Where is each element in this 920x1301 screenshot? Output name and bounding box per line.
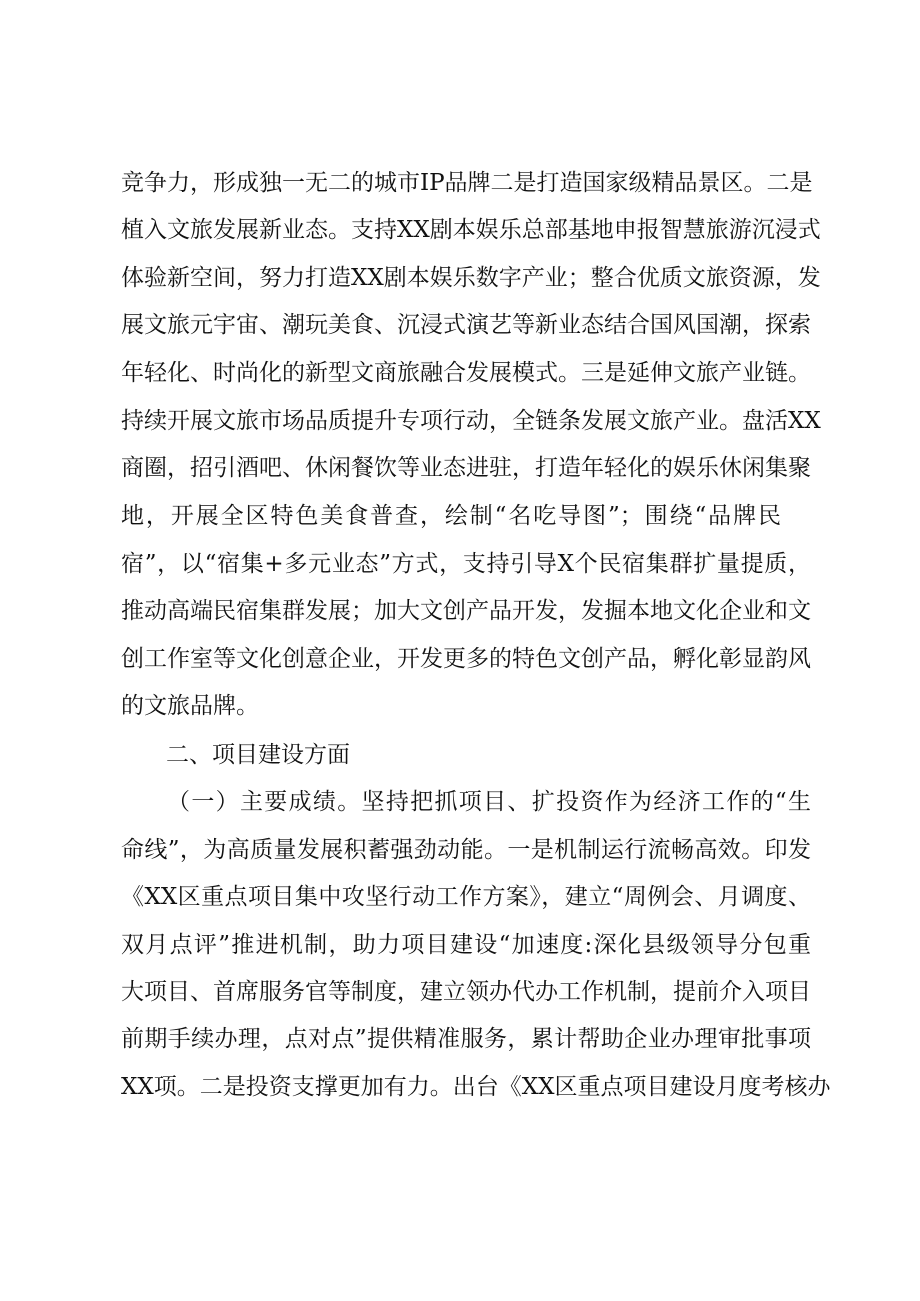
paragraph-line-9: 宿”，以“宿集+多元业态”方式，支持引导X个民宿集群扩量提质，: [121, 551, 811, 577]
section-line-4: 双月点评”推进机制，助力项目建设“加速度:深化县级领导分包重: [121, 932, 811, 958]
paragraph-line-8: 地，开展全区特色美食普查，绘制“名吃导图”；围绕“品牌民: [121, 503, 781, 529]
section-line-3: 《XX区重点项目集中攻坚行动工作方案》，建立“周例会、月调度、: [121, 884, 811, 910]
section-line-6: 前期手续办理，点对点”提供精准服务，累计帮助企业办理审批事项: [121, 1026, 811, 1052]
paragraph-line-12: 的文旅品牌。: [121, 693, 259, 719]
section-line-2: 命线”，为高质量发展积蓄强劲动能。一是机制运行流畅高效。印发: [121, 837, 811, 863]
paragraph-line-11: 创工作室等文化创意企业，开发更多的特色文创产品，孵化彰显韵风: [121, 646, 811, 672]
paragraph-line-6: 持续开展文旅市场品质提升专项行动，全链条发展文旅产业。盘活XX: [121, 408, 821, 434]
paragraph-line-7: 商圈，招引酒吧、休闲餐饮等业态进驻，打造年轻化的娱乐休闲集聚: [121, 455, 811, 481]
paragraph-line-10: 推动高端民宿集群发展；加大文创产品开发，发掘本地文化企业和文: [121, 598, 811, 624]
paragraph-line-2: 植入文旅发展新业态。支持XX剧本娱乐总部基地申报智慧旅游沉浸式: [121, 217, 821, 243]
section-line-5: 大项目、首席服务官等制度，建立领办代办工作机制，提前介入项目: [121, 979, 811, 1005]
section-line-7: XX项。二是投资支撑更加有力。出台《XX区重点项目建设月度考核办: [121, 1074, 831, 1100]
paragraph-line-1: 竞争力，形成独一无二的城市IP品牌二是打造国家级精品景区。二是: [121, 170, 813, 196]
paragraph-line-5: 年轻化、时尚化的新型文商旅融合发展模式。三是延伸文旅产业链。: [121, 360, 811, 386]
section-heading: 二、项目建设方面: [166, 742, 350, 768]
section-line-1: （一）主要成绩。坚持把抓项目、扩投资作为经济工作的“生: [167, 789, 811, 815]
paragraph-line-3: 体验新空间，努力打造XX剧本娱乐数字产业；整合优质文旅资源，发: [121, 265, 821, 291]
paragraph-line-4: 展文旅元宇宙、潮玩美食、沉浸式演艺等新业态结合国风国潮，探索: [121, 312, 811, 338]
